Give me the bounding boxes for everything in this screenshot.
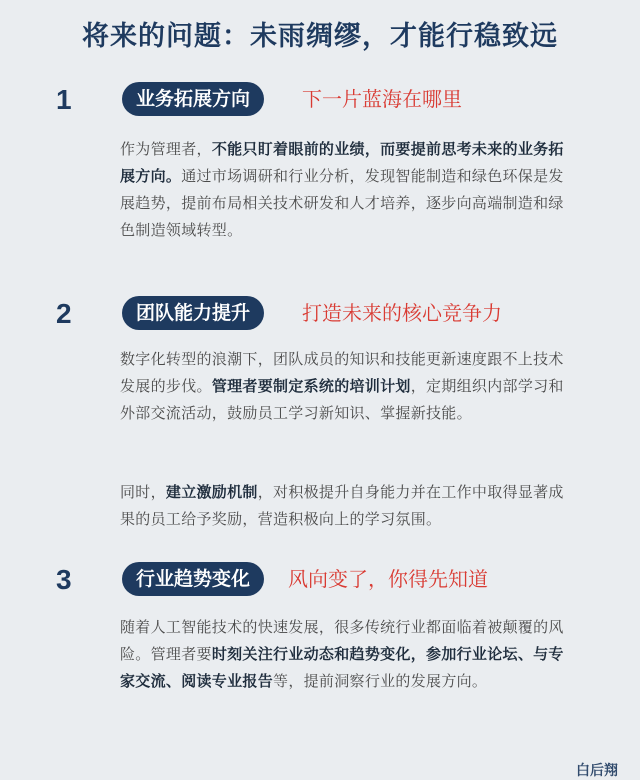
section-tag: 业务拓展方向: [122, 82, 264, 116]
section-subtitle: 下一片蓝海在哪里: [302, 87, 462, 111]
author-watermark: 白后翔: [576, 763, 618, 779]
section-subtitle: 打造未来的核心竞争力: [302, 301, 502, 325]
body-text: 数字化转型的浪潮下，团队成员的知识和技能更新速度跟不上技术发展的步伐。: [120, 350, 564, 395]
section-number: 3: [56, 564, 72, 595]
emphasis-text: 时刻关注行业动态和趋势变化，参加行业论坛、与专家交流、阅读专业报告: [120, 645, 564, 690]
section-number: 2: [56, 298, 72, 329]
emphasis-text: 不能只盯着眼前的业绩，而要提前思考未来的业务拓展方向。: [120, 140, 564, 185]
section-paragraph: [120, 136, 570, 244]
emphasis-text: 建立激励机制: [165, 483, 258, 501]
section-paragraph: [120, 346, 570, 427]
body-text: 同时，: [120, 483, 166, 501]
body-text: 等，提前洞察行业的发展方向。: [273, 672, 488, 690]
section-tag: 行业趋势变化: [122, 562, 264, 596]
section-paragraph: [120, 614, 570, 695]
section-subtitle: 风向变了，你得先知道: [288, 567, 488, 591]
section-tag: 团队能力提升: [122, 296, 264, 330]
body-text: ，对积极提升自身能力并在工作中取得显著成果的员工给予奖励，营造积极向上的学习氛围。: [120, 483, 564, 528]
section-number: 1: [56, 84, 72, 115]
emphasis-text: 管理者要制定系统的培训计划: [211, 377, 411, 395]
body-text: 随着人工智能技术的快速发展，很多传统行业都面临着被颠覆的风险。管理者要: [120, 618, 564, 663]
body-text: ，定期组织内部学习和外部交流活动，鼓励员工学习新知识、掌握新技能。: [120, 377, 564, 422]
section-paragraph: [120, 479, 570, 533]
page-title: 将来的问题：未雨绸缪，才能行稳致远: [82, 21, 558, 52]
body-text: 通过市场调研和行业分析，发现智能制造和绿色环保是发展趋势，提前布局相关技术研发和人才培养，逐步向高端制造和绿色制造领域转型。: [120, 167, 564, 239]
body-text: 作为管理者，: [120, 140, 212, 158]
